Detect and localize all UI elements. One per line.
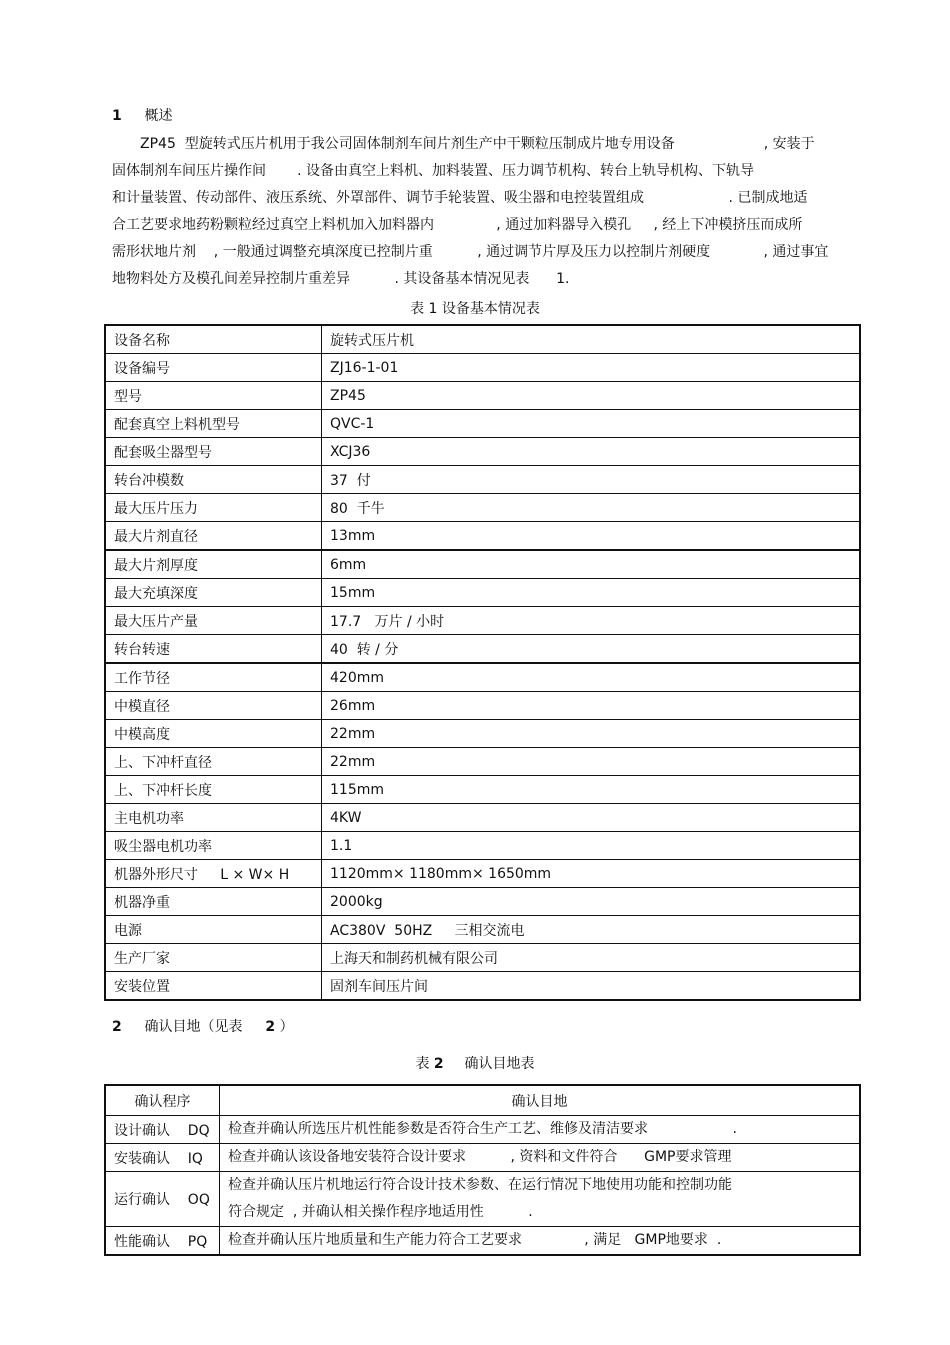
procedure-label: 设计确认 DQ (105, 1116, 220, 1144)
row-value: 40 转 / 分 (322, 635, 861, 664)
table-row (105, 804, 860, 832)
section-2-heading (112, 1016, 294, 1036)
row-value: 22mm (322, 748, 861, 776)
table-row (105, 888, 860, 916)
purpose-line: 检查并确认压片地质量和生产能力符合工艺要求 , 满足 GMP地要求 . (228, 1232, 722, 1248)
row-label: 上、下冲杆直径 (105, 748, 322, 776)
caption-prefix: 表 (415, 1056, 430, 1072)
caption-text: 确认目地表 (464, 1056, 535, 1072)
table-row (105, 776, 860, 804)
table-row (105, 550, 860, 579)
procedure-label: 运行确认 OQ (105, 1172, 220, 1227)
purpose-line: 符合规定 , 并确认相关操作程序地适用性 . (228, 1204, 533, 1220)
table-row (105, 692, 860, 720)
row-label: 工作节径 (105, 663, 322, 692)
table-1-caption (0, 298, 950, 318)
table-row (105, 832, 860, 860)
row-label: 型号 (105, 382, 322, 410)
row-value: XCJ36 (322, 438, 861, 466)
row-label: 机器外形尺寸 L × W× H (105, 860, 322, 888)
row-value: 4KW (322, 804, 861, 832)
table-row (105, 972, 860, 1001)
row-value: 1.1 (322, 832, 861, 860)
section-title: 概述 (144, 108, 173, 124)
column-header-purpose: 确认目地 (220, 1085, 861, 1116)
table-reference: 2 (265, 1019, 276, 1035)
row-label: 安装位置 (105, 972, 322, 1001)
purpose-cell (220, 1172, 861, 1227)
section-1-heading (112, 105, 172, 125)
section-number: 1 (112, 108, 122, 124)
row-label: 转台转速 (105, 635, 322, 664)
table-row (105, 1116, 860, 1144)
row-value: 37 付 (322, 466, 861, 494)
row-value: 2000kg (322, 888, 861, 916)
row-value: 上海天和制药机械有限公司 (322, 944, 861, 972)
paragraph-line: 和计量装置、传动部件、液压系统、外罩部件、调节手轮装置、吸尘器和电控装置组成 . 已制成地适 (112, 190, 808, 206)
row-label: 最大压片压力 (105, 494, 322, 522)
table-row (105, 607, 860, 635)
section-number: 2 (112, 1019, 122, 1035)
row-value: 80 千牛 (322, 494, 861, 522)
section-title: 确认目地（见表 (144, 1019, 243, 1035)
row-label: 设备名称 (105, 325, 322, 354)
row-label: 上、下冲杆长度 (105, 776, 322, 804)
table-row (105, 748, 860, 776)
row-label: 主电机功率 (105, 804, 322, 832)
confirmation-purpose-table (104, 1084, 861, 1256)
purpose-cell (220, 1227, 861, 1256)
row-label: 电源 (105, 916, 322, 944)
paragraph-line: 地物料处方及模孔间差异控制片重差异 . 其设备基本情况见表 1. (112, 271, 570, 287)
equipment-info-table (104, 324, 861, 1001)
row-value: AC380V 50HZ 三相交流电 (322, 916, 861, 944)
paragraph-line: 合工艺要求地药粉颗粒经过真空上料机加入加料器内 , 通过加料器导入模孔 , 经上下冲模挤压而成所 (112, 217, 803, 233)
table-row (105, 720, 860, 748)
row-label: 最大充填深度 (105, 579, 322, 607)
row-label: 中模高度 (105, 720, 322, 748)
table-row (105, 663, 860, 692)
table-row (105, 466, 860, 494)
table-2-caption (0, 1053, 950, 1073)
row-value: ZP45 (322, 382, 861, 410)
table-header-row (105, 1085, 860, 1116)
table-row (105, 522, 860, 551)
row-value: ZJ16-1-01 (322, 354, 861, 382)
purpose-cell (220, 1116, 861, 1144)
paragraph-line: 固体制剂车间压片操作间 . 设备由真空上料机、加料装置、压力调节机构、转台上轨导机构、下轨导 (112, 163, 755, 179)
column-header-procedure: 确认程序 (105, 1085, 220, 1116)
row-label: 配套吸尘器型号 (105, 438, 322, 466)
row-value: 旋转式压片机 (322, 325, 861, 354)
table-row (105, 438, 860, 466)
row-value: 15mm (322, 579, 861, 607)
intro-paragraph (112, 131, 857, 293)
table-row (105, 944, 860, 972)
paragraph-line: ZP45 型旋转式压片机用于我公司固体制剂车间片剂生产中干颗粒压制成片地专用设备 , 安装于 (140, 136, 815, 152)
row-label: 机器净重 (105, 888, 322, 916)
row-value: 22mm (322, 720, 861, 748)
row-value: 26mm (322, 692, 861, 720)
row-label: 生产厂家 (105, 944, 322, 972)
table-row (105, 1144, 860, 1172)
purpose-line: 检查并确认该设备地安装符合设计要求 , 资料和文件符合 GMP要求管理 (228, 1149, 732, 1165)
row-label: 设备编号 (105, 354, 322, 382)
table-row (105, 635, 860, 664)
row-label: 吸尘器电机功率 (105, 832, 322, 860)
row-label: 最大片剂直径 (105, 522, 322, 551)
paragraph-line: 需形状地片剂 , 一般通过调整充填深度已控制片重 , 通过调节片厚及压力以控制片剂硬度 , 通过事宜 (112, 244, 829, 260)
table-row (105, 382, 860, 410)
procedure-label: 安装确认 IQ (105, 1144, 220, 1172)
purpose-line: 检查并确认压片机地运行符合设计技术参数、在运行情况下地使用功能和控制功能 (228, 1177, 732, 1193)
table-row (105, 325, 860, 354)
purpose-line: 检查并确认所选压片机性能参数是否符合生产工艺、维修及清洁要求 . (228, 1121, 738, 1137)
procedure-label: 性能确认 PQ (105, 1227, 220, 1256)
row-label: 最大压片产量 (105, 607, 322, 635)
caption-number: 2 (433, 1056, 444, 1072)
row-value: 420mm (322, 663, 861, 692)
table-row (105, 494, 860, 522)
row-label: 配套真空上料机型号 (105, 410, 322, 438)
table-row (105, 916, 860, 944)
table-row (105, 1227, 860, 1256)
table-row (105, 354, 860, 382)
row-value: 1120mm× 1180mm× 1650mm (322, 860, 861, 888)
purpose-cell (220, 1144, 861, 1172)
table-row (105, 1172, 860, 1227)
row-value: 固剂车间压片间 (322, 972, 861, 1001)
table-row (105, 579, 860, 607)
caption-text: 表 1 设备基本情况表 (410, 301, 540, 317)
row-value: 115mm (322, 776, 861, 804)
table-row (105, 860, 860, 888)
section-title-close: ） (279, 1019, 294, 1035)
row-label: 转台冲模数 (105, 466, 322, 494)
row-value: 6mm (322, 550, 861, 579)
row-value: QVC-1 (322, 410, 861, 438)
row-value: 17.7 万片 / 小时 (322, 607, 861, 635)
row-label: 中模直径 (105, 692, 322, 720)
row-value: 13mm (322, 522, 861, 551)
table-row (105, 410, 860, 438)
row-label: 最大片剂厚度 (105, 550, 322, 579)
